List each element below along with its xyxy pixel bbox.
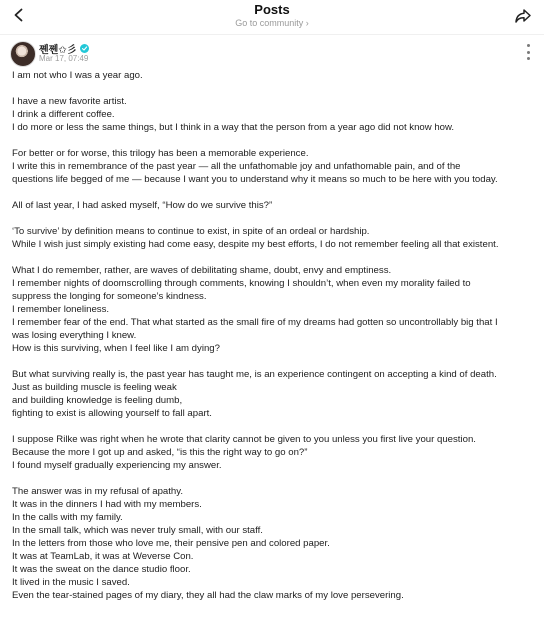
post-text-line: Just as building muscle is feeling weak: [12, 382, 177, 393]
top-bar: [0, 0, 544, 35]
post-text-line: I found myself gradually experiencing my answer.: [12, 460, 222, 471]
post-text-line: While I wish just simply existing had come easy, despite my best efforts, I do not remember feeling all that existent.: [12, 239, 499, 250]
post-text-line: I suppose Rilke was right when he wrote that clarity cannot be given to you unless you first live your question.: [12, 434, 476, 445]
post-text-line: How is this surviving, when I feel like I am dying?: [12, 343, 220, 354]
post-text-line: In the letters from those who love me, their pensive pen and colored paper.: [12, 538, 330, 549]
post-timestamp: Mar 17, 07:49: [39, 54, 89, 63]
dot-icon: [527, 44, 530, 47]
post-text-line: In the small talk, which was never truly small, with our staff.: [12, 525, 263, 536]
post-text-line: Because the more I got up and asked, “is this the right way to go on?”: [12, 447, 308, 458]
paragraph-gap: [12, 134, 536, 147]
dot-icon: [527, 51, 530, 54]
post-text-line: Even the tear-stained pages of my diary, they all had the claw marks of my love persevering.: [12, 590, 404, 601]
post-text-line: I remember nights of doomscrolling through comments, knowing I shouldn’t, when even my morality failed to: [12, 278, 471, 289]
post-text-line: I remember loneliness.: [12, 304, 110, 315]
post-text-line: and building knowledge is feeling dumb,: [12, 395, 183, 406]
paragraph-gap: [12, 186, 536, 199]
title-block: [0, 2, 544, 29]
post-text-line: It was the sweat on the dance studio floor.: [12, 564, 191, 575]
post-body: [12, 69, 536, 602]
post-text-line: ‘To survive’ by definition means to continue to exist, in spite of an ordeal or hardship.: [12, 226, 370, 237]
avatar[interactable]: [10, 41, 36, 67]
verified-icon: [80, 44, 89, 53]
paragraph-gap: [12, 82, 536, 95]
post-text-line: was losing everything I knew.: [12, 330, 137, 341]
post-text-line: It was in the dinners I had with my members.: [12, 499, 202, 510]
post-text-line: I am not who I was a year ago.: [12, 70, 143, 81]
share-icon: [514, 7, 532, 25]
post-text-line: The answer was in my refusal of apathy.: [12, 486, 183, 497]
post-text-line: I remember fear of the end. That what started as the small fire of my dreams had gotten so uncontrollably big that I: [12, 317, 498, 328]
more-options-button[interactable]: [524, 44, 532, 60]
author-name: 쪤쪤✩彡: [39, 45, 77, 56]
paragraph-gap: [12, 355, 536, 368]
post-text-line: It lived in the music I saved.: [12, 577, 130, 588]
post-text-line: In the calls with my family.: [12, 512, 123, 523]
share-button[interactable]: [511, 4, 535, 28]
go-to-community-link[interactable]: Go to community ›: [235, 18, 309, 28]
post-text-line: fighting to exist is allowing yourself to fall apart.: [12, 408, 212, 419]
post-text-line: suppress the longing for someone’s kindness.: [12, 291, 207, 302]
page-title: Posts: [254, 2, 290, 17]
post-text-line: I have a new favorite artist.: [12, 96, 127, 107]
post-text-line: I do more or less the same things, but I think in a way that the person from a year ago did not know how.: [12, 122, 455, 133]
post-text-line: All of last year, I had asked myself, “How do we survive this?”: [12, 200, 273, 211]
paragraph-gap: [12, 212, 536, 225]
post-text-line: But what surviving really is, the past year has taught me, is an experience contingent on accepting a kind of death.: [12, 369, 497, 380]
post-text-line: I write this in remembrance of the past year — all the unfathomable joy and unfathomable pain, and of the: [12, 161, 461, 172]
post-text-line: For better or for worse, this trilogy has been a memorable experience.: [12, 148, 309, 159]
post-text-line: It was at TeamLab, it was at Weverse Con.: [12, 551, 194, 562]
post-text-line: What I do remember, rather, are waves of debilitating shame, doubt, envy and emptiness.: [12, 265, 392, 276]
post-text-line: questions life begged of me — because I want you to understand why it means so much to be here with you today.: [12, 174, 498, 185]
paragraph-gap: [12, 472, 536, 485]
paragraph-gap: [12, 251, 536, 264]
paragraph-gap: [12, 420, 536, 433]
dot-icon: [527, 57, 530, 60]
post-text-line: I drink a different coffee.: [12, 109, 115, 120]
